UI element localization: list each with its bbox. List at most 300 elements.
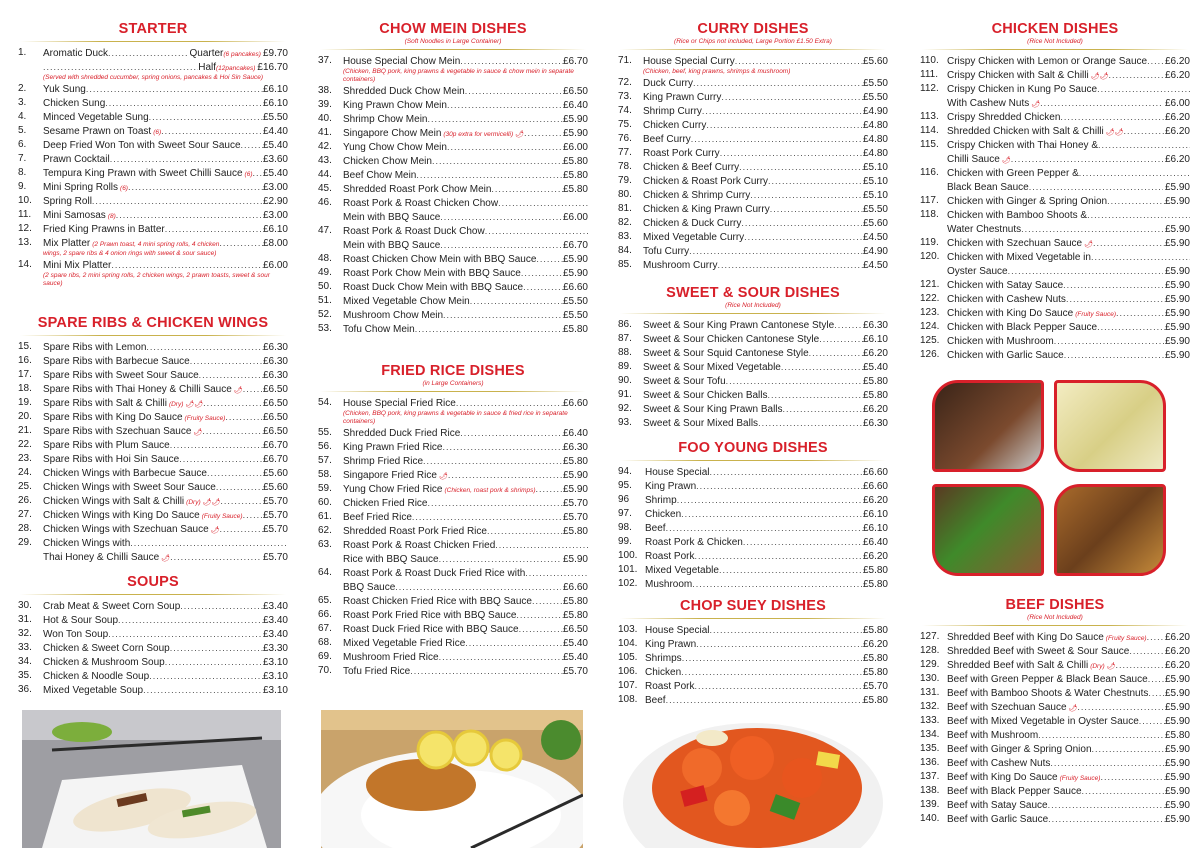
item-name: Mein with BBQ Sauce [343,240,441,251]
item-name: Sweet & Sour King Prawn Balls [643,404,783,415]
item-name: Roast Pork & Roast Chicken Fried [343,540,496,551]
menu-item [920,334,1190,348]
menu-item [18,166,288,180]
item-number: 21. [18,425,32,436]
item-price: £6.70 [262,440,288,451]
lemon-chicken-illustration [321,710,583,848]
item-number: 6. [18,139,27,150]
menu-item [618,679,888,693]
item-price: £6.20 [1164,632,1190,643]
item-number: 114. [920,125,939,136]
item-body [643,332,888,346]
menu-item [18,96,288,110]
item-price: £5.90 [1164,196,1190,207]
item-number: 117. [920,195,939,206]
item-body [343,496,588,510]
item-price: £3.60 [262,154,288,165]
item-price: £4.90 [862,106,888,117]
menu-item-line [43,627,288,641]
item-price: £4.80 [862,120,888,131]
dot-leader [1064,348,1165,362]
menu-item [618,318,888,332]
menu-item [18,508,288,522]
item-name: Spare Ribs with Plum Sauce [43,440,170,451]
item-note: (30p extra for vermicelli) [443,131,514,138]
item-price: £5.40 [262,168,288,179]
item-name: Roast Pork Fried Rice with BBQ Sauce [343,610,517,621]
item-body [343,140,588,154]
item-name: Shredded Roast Pork Fried Rice [343,526,487,537]
menu-item-line [645,479,888,493]
item-name: Singapore Fried Rice [343,470,437,481]
item-price: £6.60 [862,467,888,478]
item-body [645,679,888,693]
menu-item-line [947,658,1190,672]
item-body [43,494,288,508]
dot-leader [819,332,863,346]
dot-leader [694,679,863,693]
item-name: Thai Honey & Chilli Sauce [43,552,160,563]
dot-leader [682,651,863,665]
item-name: Beef with Black Pepper Sauce [947,786,1082,797]
item-number: 99. [618,536,632,547]
menu-item [18,627,288,641]
item-price: £5.90 [1164,308,1190,319]
item-number: 93. [618,417,632,428]
item-name: Chicken Curry [643,120,707,131]
food-photo-chicken-peppers [932,484,1044,576]
item-name: Mein with BBQ Sauce [343,212,441,223]
item-name: King Prawn Curry [643,92,722,103]
item-body [343,426,588,440]
item-name: Chicken with Bamboo Shoots & [947,210,1088,221]
item-price: £5.90 [1164,224,1190,235]
menu-item-line [343,482,588,496]
item-name: Shredded Beef with Sweet & Sour Sauce [947,646,1130,657]
item-price: £4.40 [262,126,288,137]
item-subnote: (Chicken, BBQ pork, king prawns & vegetable in sauce & fried rice in separate containers) [343,410,568,425]
dot-leader [735,54,863,68]
dot-leader [681,507,863,521]
dot-leader [143,683,263,697]
item-name: Roast Pork & Roast Chicken Chow [343,198,499,209]
item-name: Roast Pork [645,551,695,562]
item-number: 116. [920,167,939,178]
item-number: 110. [920,55,939,66]
item-number: 129. [920,659,940,670]
item-price: £6.20 [862,495,888,506]
menu-item-line [43,110,288,124]
chili-icon: 🌶 [1106,663,1116,670]
dot-leader [220,494,263,508]
item-body [43,236,288,258]
dot-leader [1116,658,1165,672]
menu-item-line [947,278,1190,292]
item-price: £3.00 [262,182,288,193]
item-body [343,182,588,196]
menu-item-line [43,180,288,194]
menu-item-line [643,54,888,68]
dot-leader [783,402,863,416]
item-number: 73. [618,91,632,102]
menu-item [318,440,588,454]
menu-item-line [43,152,288,166]
item-number: 26. [18,495,32,506]
dot-leader [130,536,288,550]
item-body [43,138,288,152]
item-body [43,424,288,438]
item-body [43,194,288,208]
item-subnote: (Served with shredded cucumber, spring onions, pancakes & Hoi Sin Sauce) [43,74,264,81]
item-body [43,508,288,522]
item-body [947,208,1190,236]
dot-leader [1066,292,1165,306]
item-body [643,146,888,160]
dot-leader [691,132,863,146]
item-price: £5.80 [862,565,888,576]
item-number: 115. [920,139,939,150]
divider [620,460,886,461]
item-number: 67. [318,623,332,634]
item-body [645,693,888,707]
menu-item-line [343,468,588,482]
item-body [645,577,888,591]
item-number: 33. [18,642,32,653]
dot-leader [1054,334,1165,348]
item-name: Chicken & King Prawn Curry [643,204,770,215]
item-name: Chicken with Cashew Nuts [947,294,1066,305]
item-price: £6.20 [862,348,888,359]
item-name: Roast Pork Chow Mein with BBQ Sauce [343,268,521,279]
menu-item-line [343,54,588,68]
item-number: 88. [618,347,632,358]
item-number: 98. [618,522,632,533]
item-price: £5.90 [1164,238,1190,249]
item-body [343,440,588,454]
menu-item-line [343,566,588,580]
item-body [643,118,888,132]
menu-item [618,623,888,637]
item-name: Yung Chow Fried Rice [343,484,443,495]
item-price: £5.90 [1164,280,1190,291]
menu-item-line [43,641,288,655]
menu-item [618,374,888,388]
dot-leader [170,438,263,452]
item-body [43,655,288,669]
item-price: £5.70 [562,666,588,677]
menu-item-line [343,168,588,182]
menu-item [920,82,1190,110]
item-body [947,166,1190,194]
menu-item-line [343,210,588,224]
item-number: 130. [920,673,940,684]
item-name: Chicken [645,667,682,678]
item-list [318,396,588,678]
menu-item-line [343,454,588,468]
menu-item [18,368,288,382]
menu-item [318,168,588,182]
divider [20,335,286,336]
dot-leader [447,98,563,112]
item-price: £3.00 [262,210,288,221]
item-body [645,665,888,679]
menu-item [318,664,588,678]
item-price: £5.80 [562,456,588,467]
item-body [645,637,888,651]
item-number: 53. [318,323,332,334]
item-price: £6.20 [862,551,888,562]
item-number: 87. [618,333,632,344]
menu-item [318,594,588,608]
dot-leader [149,669,263,683]
item-name: Chicken & Shrimp Curry [643,190,751,201]
food-photo-rice [1054,380,1166,472]
item-name: Water Chestnuts [947,224,1022,235]
item-price: £6.20 [1164,154,1190,165]
menu-item-line [645,577,888,591]
menu-item-line [947,124,1190,138]
menu-item-line [645,521,888,535]
item-number: 1. [18,47,27,58]
section-title: CHOP SUEY DISHES [679,598,827,614]
menu-item-line [947,630,1190,644]
item-price: £5.50 [562,310,588,321]
item-price: £6.50 [562,86,588,97]
chili-icon: 🌶 [1001,157,1011,164]
dot-leader [719,563,863,577]
menu-item [618,651,888,665]
item-name: Chilli Sauce [947,154,1000,165]
item-name: King Prawn [645,639,697,650]
menu-item [618,132,888,146]
menu-item-line [947,152,1190,166]
item-price: £5.70 [562,512,588,523]
item-number: 56. [318,441,332,452]
item-number: 7. [18,153,27,164]
menu-item [920,306,1190,320]
item-body [643,174,888,188]
item-body [43,627,288,641]
item-body [343,636,588,650]
item-price: £3.40 [262,615,288,626]
menu-item [920,728,1190,742]
item-name: Shrimps [645,653,682,664]
menu-item-line [947,194,1190,208]
item-price: £4.50 [862,232,888,243]
item-price: £5.80 [862,390,888,401]
item-price: £5.90 [1164,182,1190,193]
item-subnote: (2 spare ribs, 2 mini spring rolls, 2 chicken wings, 2 prawn toasts, sweet & sour sauce) [43,272,270,287]
dot-leader [1040,96,1163,110]
item-name: Beef with Bamboo Shoots & Water Chestnuts [947,688,1149,699]
item-name: Chicken with Mushroom [947,336,1054,347]
item-body [343,112,588,126]
item-name: Tofu Fried Rice [343,666,411,677]
dot-leader [1109,68,1165,82]
dot-leader [220,522,263,536]
item-number: 9. [18,181,27,192]
menu-item-line [43,613,288,627]
menu-item-line [947,686,1190,700]
item-name: Mixed Vegetable Fried Rice [343,638,466,649]
item-body [643,258,888,272]
item-number: 111. [920,69,938,80]
item-note: (6) [244,171,253,178]
item-number: 104. [618,638,638,649]
dot-leader [146,340,263,354]
item-price: £6.50 [262,384,288,395]
menu-item-line [643,244,888,258]
item-body [947,756,1190,770]
item-note: (Fruity Sauce) [1105,635,1147,642]
item-name: King Prawn Chow Mein [343,100,447,111]
chili-icon: 🌶🌶 [1105,129,1124,136]
dot-leader [681,665,863,679]
dot-leader [758,416,863,430]
item-body [343,84,588,98]
item-name: Beef with Green Pepper & Black Bean Sauce [947,674,1148,685]
menu-item-line [643,118,888,132]
menu-item [920,166,1190,194]
menu-item [920,686,1190,700]
menu-item [18,396,288,410]
item-price: £5.90 [1164,294,1190,305]
dot-leader [1093,236,1165,250]
menu-item [18,222,288,236]
menu-item-line [947,770,1190,784]
item-name: Spare Ribs with Szechuan Sauce [43,426,192,437]
item-name: Beef with Satay Sauce [947,800,1048,811]
menu-item-line [947,292,1190,306]
item-note: (Fruity Sauce) [1059,775,1101,782]
item-note: (Fruity Sauce) [201,513,243,520]
dot-leader [744,230,863,244]
item-number: 57. [318,455,332,466]
menu-item-line [947,306,1190,320]
menu-item-line [43,480,288,494]
item-name: Chicken with Green Pepper & [947,168,1079,179]
menu-item [618,346,888,360]
item-body [643,360,888,374]
item-price: £5.90 [1164,744,1190,755]
item-price: £5.80 [862,625,888,636]
item-number: 16. [18,355,32,366]
dot-leader [689,244,863,258]
item-name: With Cashew Nuts [947,98,1030,109]
menu-item [618,216,888,230]
menu-item-line [947,96,1190,110]
menu-item-line [343,140,588,154]
item-number: 121. [920,279,940,290]
item-price: £5.90 [562,484,588,495]
item-name: Chicken with King Do Sauce [947,308,1074,319]
section-title: SPARE RIBS & CHICKEN WINGS [37,315,269,331]
menu-item [318,566,588,594]
item-number: 45. [318,183,332,194]
section-title: STARTER [118,21,188,37]
item-name: King Prawn Fried Rice [343,442,443,453]
menu-item [18,599,288,613]
item-body [43,536,288,564]
dot-leader [199,368,263,382]
menu-item [920,194,1190,208]
beef-section [920,596,1190,826]
dot-leader [1082,784,1165,798]
dot-leader [243,508,263,522]
item-number: 19. [18,397,32,408]
menu-item-line [947,320,1190,334]
item-name: House Special Curry [643,56,735,67]
duck-pancakes-illustration [22,710,281,848]
menu-item [618,465,888,479]
item-body [43,340,288,354]
item-body [43,466,288,480]
section-title: CHICKEN DISHES [991,21,1119,37]
dot-leader [696,479,863,493]
item-body [645,563,888,577]
item-body [645,535,888,549]
menu-item-line [643,90,888,104]
item-body [947,54,1190,68]
menu-item-line [43,166,288,180]
item-number: 41. [318,127,332,138]
item-name: Sesame Prawn on Toast [43,126,152,137]
dot-leader [161,124,263,138]
item-price: £6.60 [562,398,588,409]
item-number: 54. [318,397,332,408]
item-name: Mixed Vegetable Chow Mein [343,296,470,307]
item-name: Spring Roll [43,196,92,207]
menu-item [318,196,588,224]
item-price: £5.80 [862,667,888,678]
item-body [43,46,288,82]
item-body [43,368,288,382]
item-name: Roast Duck Chow Mein with BBQ Sauce [343,282,524,293]
menu-item-line [645,493,888,507]
menu-item-line [343,636,588,650]
menu-item [618,160,888,174]
item-body [343,294,588,308]
menu-item-line [343,112,588,126]
item-body [947,742,1190,756]
chili-icon: 🌶 [515,131,524,138]
item-body [947,770,1190,784]
item-name: Mini Mix Platter [43,260,112,271]
item-name: Roast Pork & Roast Duck Fried Rice with [343,568,526,579]
menu-item [920,236,1190,250]
item-body [43,452,288,466]
item-price: £5.40 [562,638,588,649]
item-name: Roast Duck Fried Rice with BBQ Sauce [343,624,519,635]
item-body [343,308,588,322]
item-note: (6) [153,129,162,136]
item-price: £4.50 [862,260,888,271]
menu-item-line [947,728,1190,742]
menu-item [920,658,1190,672]
item-price: £3.40 [262,629,288,640]
item-number: 43. [318,155,332,166]
menu-item-line [645,693,888,707]
menu-item-line [343,238,588,252]
item-number: 66. [318,609,332,620]
item-body [947,194,1190,208]
dot-leader [1147,54,1165,68]
menu-item-line [43,340,288,354]
item-name: Sweet & Sour King Prawn Cantonese Style [643,320,835,331]
menu-item [318,396,588,426]
item-price: £6.20 [1164,56,1190,67]
menu-item [318,538,588,566]
